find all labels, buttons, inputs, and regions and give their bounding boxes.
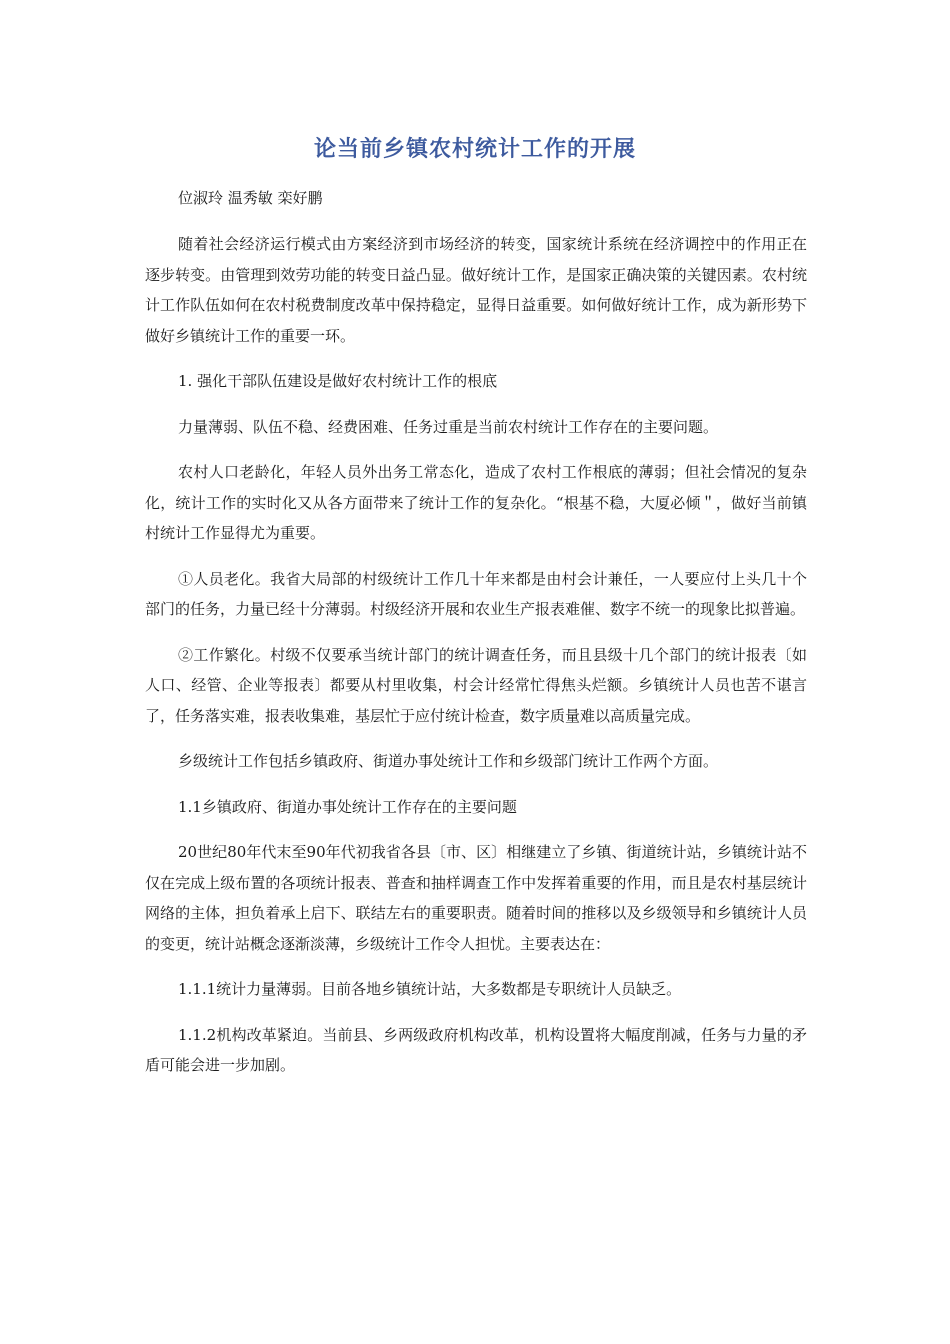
paragraph: 力量薄弱、队伍不稳、经费困难、任务过重是当前农村统计工作存在的主要问题。 bbox=[178, 417, 719, 436]
document-authors: 位淑玲 温秀敏 栾好鹏 bbox=[178, 189, 323, 207]
paragraph: 20世纪80年代末至90年代初我省各县〔市、区〕相继建立了乡镇、街道统计站，乡镇统计站不仅在完成上级布置的各项统计报表、普查和抽样调查工作中发挥着重要的作用，而且是农村基层统计网络的主体，担负着承上启下、联结左右的重要职责。随着时间的推移以及乡级领导和乡镇统计人员的变更，统计站概念逐渐淡薄，乡级统计工作令人担忧。主要表达在： bbox=[145, 843, 807, 953]
paragraph: 1.1.1统计力量薄弱。目前各地乡镇统计站，大多数都是专职统计人员缺乏。 bbox=[178, 980, 682, 998]
paragraph: 1.1.2机构改革紧迫。当前县、乡两级政府机构改革，机构设置将大幅度削减，任务与力量的矛盾可能会进一步加剧。 bbox=[145, 1025, 807, 1074]
section-heading: 1.1乡镇政府、街道办事处统计工作存在的主要问题 bbox=[178, 797, 517, 816]
document-title: 论当前乡镇农村统计工作的开展 bbox=[313, 137, 636, 162]
section-heading: 1. 强化干部队伍建设是做好农村统计工作的根底 bbox=[178, 372, 498, 390]
paragraph: 乡级统计工作包括乡镇政府、街道办事处统计工作和乡级部门统计工作两个方面。 bbox=[178, 752, 719, 770]
document-body bbox=[145, 229, 807, 1096]
paragraph: 随着社会经济运行模式由方案经济到市场经济的转变，国家统计系统在经济调控中的作用正在逐步转变。由管理到效劳功能的转变日益凸显。做好统计工作，是国家正确决策的关键因素。农村统计工作队伍如何在农村税费制度改革中保持稳定，显得日益重要。如何做好统计工作，成为新形势下做好乡镇统计工作的重要一环。 bbox=[145, 235, 807, 345]
paragraph: 农村人口老龄化，年轻人员外出务工常态化，造成了农村工作根底的薄弱；但社会情况的复杂化，统计工作的实时化又从各方面带来了统计工作的复杂化。“根基不稳，大厦必倾＂，做好当前镇村统计工作显得尤为重要。 bbox=[145, 463, 807, 542]
paragraph: ②工作繁化。村级不仅要承当统计部门的统计调查任务，而且县级十几个部门的统计报表〔如人口、经管、企业等报表〕都要从村里收集，村会计经常忙得焦头烂额。乡镇统计人员也苦不谌言了，任务落实难，报表收集难，基层忙于应付统计检查，数字质量难以高质量完成。 bbox=[145, 645, 807, 725]
paragraph: ①人员老化。我省大局部的村级统计工作几十年来都是由村会计兼任，一人要应付上头几十个部门的任务，力量已经十分薄弱。村级经济开展和农业生产报表难催、数字不统一的现象比拟普遍。 bbox=[145, 569, 807, 618]
